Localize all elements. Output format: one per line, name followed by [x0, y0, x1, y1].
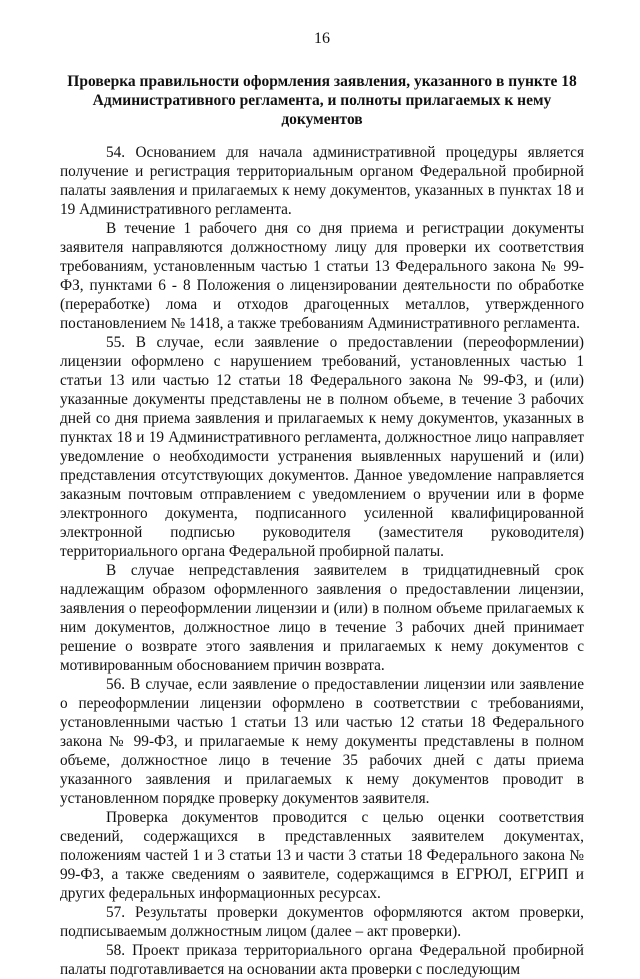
- paragraph-58: 58. Проект приказа территориального органа Федеральной пробирной палаты подготавливается на основании акта проверки с последующим: [60, 942, 584, 978]
- paragraph-56: 56. В случае, если заявление о предоставлении лицензии или заявление о переоформлении лицензии оформлено в соответствии с требованиями, установленными частью 1 статьи 13 или частью 12 статьи 18 Федерального закона № 99-ФЗ, и прилагаемые к нему документы представлены в полном объеме, должностное лицо в течение 35 рабочих дней с даты приема указанного заявления и прилагаемых к нему документов проводит в установленном порядке проверку документов заявителя.: [60, 676, 584, 807]
- paragraph-55: 55. В случае, если заявление о предоставлении (переоформлении) лицензии оформлено с нарушением требований, установленных частью 1 статьи 13 или частью 12 статьи 18 Федерального закона № 99-ФЗ, и (или) указанные документы представлены не в полном объеме, в течение 3 рабочих дней со дня приема заявления и прилагаемых к нему документов, указанных в пунктах 18 и 19 Административного регламента, должностное лицо направляет уведомление о необходимости устранения выявленных нарушений и (или) представления отсутствующих документов. Данное уведомление направляется заказным почтовым отправлением с уведомлением о вручении или в форме электронного документа, подписанного усиленной квалифицированной электронной подписью руководителя (заместителя руководителя) территориального органа Федеральной пробирной палаты.: [60, 334, 584, 560]
- paragraph-56-cont: Проверка документов проводится с целью оценки соответствия сведений, содержащихся в представленных заявителем документах, положениям частей 1 и 3 статьи 13 и части 3 статьи 18 Федерального закона № 99-ФЗ, а также сведениям о заявителе, содержащимся в ЕГРЮЛ, ЕГРИП и других федеральных информационных ресурсах.: [60, 809, 584, 902]
- page-number: 16: [314, 30, 330, 47]
- paragraph-54-cont: В течение 1 рабочего дня со дня приема и регистрации документы заявителя направляются должностному лицу для проверки их соответствия требованиям, установленным частью 1 статьи 13 Федерального закона № 99-ФЗ, пунктами 6 - 8 Положения о лицензировании деятельности по обработке (переработке) лома и отходов драгоценных металлов, утвержденного постановлением № 1418, а также требованиям Административного регламента.: [60, 220, 584, 332]
- section-heading: Проверка правильности оформления заявления, указанного в пункте 18 Административного регламента, и полноты прилагаемых к нему документов: [67, 73, 577, 128]
- paragraph-55-cont: В случае непредставления заявителем в тридцатидневный срок надлежащим образом оформленного заявления о предоставлении лицензии, заявления о переоформлении лицензии и (или) в полном объеме прилагаемых к ним документов, должностное лицо в течение 3 рабочих дней принимает решение о возврате этого заявления и прилагаемых к нему документов с мотивированным обоснованием причин возврата.: [60, 562, 584, 674]
- paragraph-57: 57. Результаты проверки документов оформляются актом проверки, подписываемым должностным лицом (далее – акт проверки).: [60, 904, 584, 940]
- paragraph-54: 54. Основанием для начала административной процедуры является получение и регистрация территориальным органом Федеральной пробирной палаты заявления и прилагаемых к нему документов, указанных в пунктах 18 и 19 Административного регламента.: [60, 144, 584, 218]
